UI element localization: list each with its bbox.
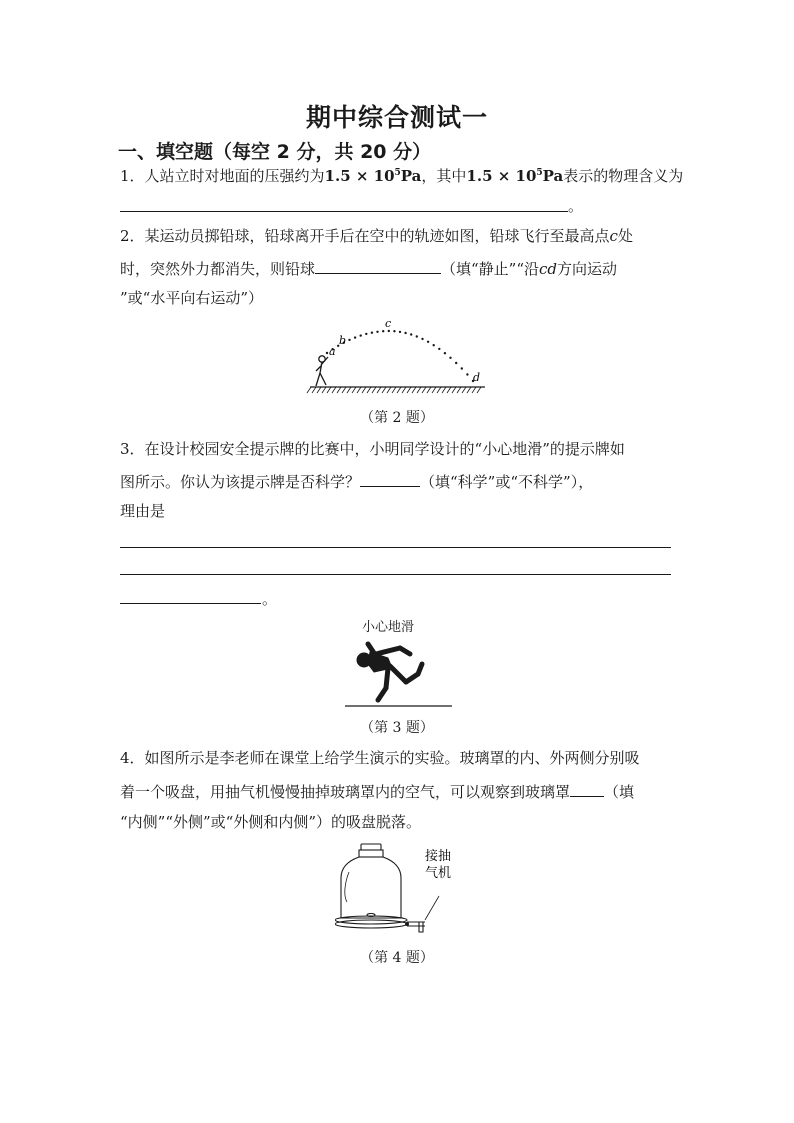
q3-answer-blank-2[interactable] xyxy=(120,547,671,548)
hatch-mark xyxy=(377,387,381,393)
trajectory-dot xyxy=(360,334,362,336)
hatch-mark xyxy=(407,387,411,393)
trajectory-dot xyxy=(382,330,384,332)
hatch-mark xyxy=(442,387,446,393)
hatch-mark xyxy=(397,387,401,393)
question-4-line-2 xyxy=(120,780,634,802)
q1-answer-blank[interactable] xyxy=(120,211,568,212)
question-4-line-3: “内侧”“外侧”或“外侧和内侧”）的吸盘脱落。 xyxy=(120,813,422,831)
q3-text: 图所示。你认为该提示牌是否科学？ xyxy=(120,473,361,491)
hatch-mark xyxy=(387,387,391,393)
jar-highlight xyxy=(345,872,349,902)
trajectory-dot xyxy=(399,331,401,333)
hatch-mark xyxy=(352,387,356,393)
question-2-line-3: ”或“水平向右运动”） xyxy=(120,289,264,307)
slip-pictogram xyxy=(340,638,455,710)
q1-text: ，其中 xyxy=(421,167,467,185)
trajectory-dot xyxy=(365,333,367,335)
question-2-line-2 xyxy=(120,257,617,279)
trajectory-dot xyxy=(348,339,350,341)
question-3-line-1: 3．在设计校园安全提示牌的比赛中，小明同学设计的“小心地滑”的提示牌如 xyxy=(120,440,625,458)
bell-jar-figure xyxy=(335,840,465,935)
outer-suction-cup xyxy=(405,922,409,926)
trajectory-dot xyxy=(410,333,412,335)
hatch-mark xyxy=(347,387,351,393)
figure-4-caption: （第 4 题） xyxy=(360,950,434,966)
trajectory-dot xyxy=(433,344,435,346)
hatch-mark xyxy=(477,387,481,393)
figure-2-caption: （第 2 题） xyxy=(360,410,434,426)
hatch-mark xyxy=(322,387,326,393)
trajectory-dot xyxy=(376,331,378,333)
q2-var-c: c xyxy=(609,227,618,245)
trajectory-dot xyxy=(416,335,418,337)
pump-valve xyxy=(419,922,423,932)
q1-text: 1．人站立时对地面的压强约为 xyxy=(120,167,325,185)
hatch-mark xyxy=(462,387,466,393)
hatch-mark xyxy=(417,387,421,393)
point-d-label: d xyxy=(473,371,481,384)
hatch-mark xyxy=(317,387,321,393)
ground-hatching xyxy=(307,387,481,393)
athlete xyxy=(316,356,328,386)
hatch-mark xyxy=(432,387,436,393)
label-pointer xyxy=(425,896,439,920)
bell-jar xyxy=(341,857,401,918)
hatch-mark xyxy=(332,387,336,393)
trajectory-dot xyxy=(354,336,356,338)
q2-answer-blank[interactable] xyxy=(315,257,441,274)
hatch-mark xyxy=(447,387,451,393)
hatch-mark xyxy=(472,387,476,393)
hatch-mark xyxy=(437,387,441,393)
q1-value-2: $1.5 \times 10^5Pa$ xyxy=(466,167,564,185)
q1-end: 。 xyxy=(568,197,584,215)
q2-text: 2．某运动员掷铅球，铅球离开手后在空中的轨迹如图，铅球飞行至最高点 xyxy=(120,227,610,245)
trajectory-dot xyxy=(393,330,395,332)
question-1-line-1 xyxy=(120,163,683,186)
q3-answer-blank-1[interactable] xyxy=(360,470,420,487)
trajectory-dot xyxy=(326,352,328,354)
trajectory-dot xyxy=(455,362,457,364)
shot-put-figure xyxy=(305,313,495,398)
q2-text: （填“静止”“沿 xyxy=(441,260,540,278)
question-4-line-1: 4．如图所示是李老师在课堂上给学生演示的实验。玻璃罩的内、外两侧分别吸 xyxy=(120,749,640,767)
hatch-mark xyxy=(362,387,366,393)
hatch-mark xyxy=(427,387,431,393)
q2-var-cd: cd xyxy=(539,260,558,278)
question-2-line-1 xyxy=(120,226,633,246)
hatch-mark xyxy=(382,387,386,393)
falling-person-icon xyxy=(357,644,422,700)
hatch-mark xyxy=(337,387,341,393)
question-3-line-2 xyxy=(120,470,593,492)
trajectory-dot xyxy=(427,341,429,343)
hatch-mark xyxy=(392,387,396,393)
trajectory-dots xyxy=(326,330,474,382)
hatch-mark xyxy=(367,387,371,393)
hatch-mark xyxy=(452,387,456,393)
sign-title: 小心地滑 xyxy=(362,620,415,635)
hatch-mark xyxy=(327,387,331,393)
trajectory-dot xyxy=(466,373,468,375)
point-a-label: a xyxy=(329,345,336,358)
q3-answer-blank-3[interactable] xyxy=(120,574,671,575)
hatch-mark xyxy=(402,387,406,393)
q3-text: （填“科学”或“不科学”）， xyxy=(420,473,594,491)
q2-text: 方向运动 xyxy=(557,260,618,278)
q4-text: 着一个吸盘，用抽气机慢慢抽掉玻璃罩内的空气，可以观察到玻璃罩 xyxy=(120,783,571,801)
trajectory-dot xyxy=(438,348,440,350)
hatch-mark xyxy=(457,387,461,393)
page-title: 期中综合测试一 xyxy=(305,103,488,132)
trajectory-dot xyxy=(404,332,406,334)
trajectory-dot xyxy=(461,367,463,369)
q4-text: （填 xyxy=(604,783,635,801)
q1-value-1: $1.5 \times 10^5Pa$ xyxy=(324,167,422,185)
trajectory-dot xyxy=(449,357,451,359)
hatch-mark xyxy=(357,387,361,393)
q2-text: 处 xyxy=(617,227,633,245)
jar-stopper xyxy=(361,844,381,850)
jar-neck xyxy=(359,850,383,857)
point-b-label: b xyxy=(339,334,347,347)
hatch-mark xyxy=(312,387,316,393)
q3-end: 。 xyxy=(262,590,278,608)
q3-answer-blank-4[interactable] xyxy=(120,603,261,604)
hatch-mark xyxy=(372,387,376,393)
pump-label-line-1: 接抽 xyxy=(425,849,452,864)
question-3-line-3: 理由是 xyxy=(120,502,166,520)
hatch-mark xyxy=(467,387,471,393)
hatch-mark xyxy=(342,387,346,393)
point-c-label: c xyxy=(385,317,392,330)
figure-3-caption: （第 3 题） xyxy=(360,720,434,736)
trajectory-dot xyxy=(371,332,373,334)
q4-answer-blank[interactable] xyxy=(570,780,604,797)
trajectory-dot xyxy=(444,352,446,354)
trajectory-dot xyxy=(388,330,390,332)
hatch-mark xyxy=(307,387,311,393)
q2-text: 时，突然外力都消失，则铅球 xyxy=(120,260,316,278)
section-heading: 一、填空题（每空 2 分，共 20 分） xyxy=(118,141,432,163)
pump-label-line-2: 气机 xyxy=(425,866,452,881)
inner-suction-cup xyxy=(367,914,375,917)
trajectory-dot xyxy=(421,338,423,340)
hatch-mark xyxy=(412,387,416,393)
hatch-mark xyxy=(422,387,426,393)
q1-text: 表示的物理含义为 xyxy=(563,167,684,185)
